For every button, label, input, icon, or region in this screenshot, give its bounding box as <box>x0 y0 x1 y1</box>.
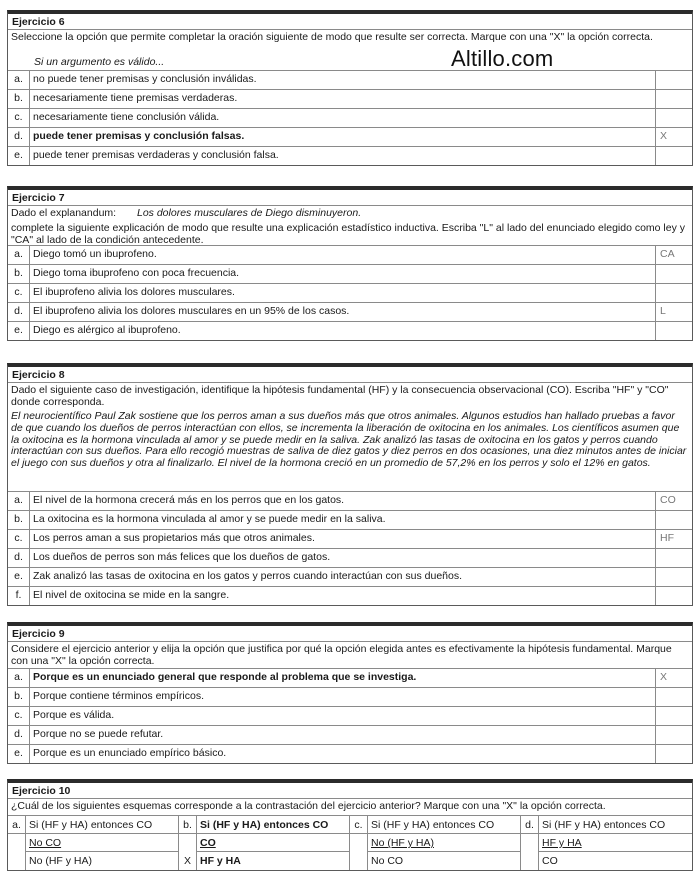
exercise-instruction: Dado el siguiente caso de investigación, identifique la hipótesis fundamental (HF) y la consecuencia observacional (CO). Escriba "HF" y "CO" donde corresponda. <box>11 384 669 408</box>
exercise-title: Ejercicio 6 <box>8 14 692 30</box>
option-letter: d. <box>8 549 30 567</box>
scheme-line: Si (HF y HA) entonces CO <box>197 816 349 834</box>
option-text: La oxitocina es la hormona vinculada al amor y se puede medir en la saliva. <box>30 511 656 529</box>
option-row <box>8 303 692 322</box>
option-letter: d. <box>8 726 30 744</box>
explanandum-text: Los dolores musculares de Diego disminuyeron. <box>137 207 362 219</box>
answer-cell[interactable] <box>350 834 367 852</box>
option-text: necesariamente tiene premisas verdaderas. <box>30 90 656 108</box>
option-text: Los perros aman a sus propietarios más que otros animales. <box>30 530 656 548</box>
scheme-option-d[interactable] <box>521 816 692 870</box>
option-row <box>8 147 692 165</box>
option-letter: a. <box>8 816 25 834</box>
option-letter: e. <box>8 568 30 586</box>
option-letter: e. <box>8 745 30 763</box>
exercise-instruction: ¿Cuál de los siguientes esquemas corresponde a la contrastación del ejercicio anterior? Marque con una "X" la opción correcta. <box>8 799 692 816</box>
scheme-line: No (HF y HA) <box>29 855 92 867</box>
option-text: Porque es válida. <box>30 707 656 725</box>
scheme-line: CO <box>197 834 349 852</box>
option-row <box>8 322 692 340</box>
answer-cell[interactable] <box>656 147 692 165</box>
option-text: Zak analizó las tasas de oxitocina en los gatos y perros cuando interactúan con sus dueños. <box>30 568 656 586</box>
option-row <box>8 284 692 303</box>
option-row <box>8 707 692 726</box>
option-text: Diego es alérgico al ibuprofeno. <box>30 322 656 340</box>
scheme-line: Si (HF y HA) entonces CO <box>539 816 692 834</box>
answer-cell[interactable]: HF <box>660 532 674 544</box>
option-letter: d. <box>8 303 30 321</box>
exercise-stem: Si un argumento es válido... <box>8 55 692 71</box>
option-text: puede tener premisas y conclusión falsas. <box>30 128 656 146</box>
scheme-line: HF y HA <box>539 834 692 852</box>
option-row <box>8 246 692 265</box>
option-letter: c. <box>8 707 30 725</box>
answer-cell[interactable] <box>656 745 692 763</box>
scheme-line: No (HF y HA) <box>368 834 520 852</box>
option-letter: c. <box>8 530 30 548</box>
option-letter: d. <box>8 128 30 146</box>
exercise-title: Ejercicio 9 <box>8 626 692 642</box>
option-letter: a. <box>8 492 30 510</box>
answer-cell[interactable] <box>656 587 692 605</box>
option-letter: a. <box>8 669 30 687</box>
scheme-line: HF y HA <box>200 855 241 867</box>
exercise-9 <box>7 622 693 764</box>
option-text: Los dueños de perros son más felices que los dueños de gatos. <box>30 549 656 567</box>
option-letter: e. <box>8 322 30 340</box>
option-row <box>8 726 692 745</box>
option-letter: a. <box>8 246 30 264</box>
option-text: Porque contiene términos empíricos. <box>30 688 656 706</box>
option-letter: b. <box>8 90 30 108</box>
option-text: no puede tener premisas y conclusión inválidas. <box>30 71 656 89</box>
option-row <box>8 90 692 109</box>
option-row <box>8 549 692 568</box>
option-text: El ibuprofeno alivia los dolores musculares en un 95% de los casos. <box>30 303 656 321</box>
option-row <box>8 688 692 707</box>
option-row <box>8 109 692 128</box>
exercise-instruction: complete la siguiente explicación de modo que resulte una explicación estadístico inductiva. Escriba "L" al lado del enunciado elegido como ley y "CA" al lado de la condición antecedente. <box>8 221 692 246</box>
option-text: Porque no se puede refutar. <box>30 726 656 744</box>
option-letter: b. <box>8 265 30 283</box>
option-letter: b. <box>8 511 30 529</box>
answer-cell[interactable] <box>656 688 692 706</box>
answer-cell[interactable] <box>8 834 25 852</box>
option-row <box>8 492 692 511</box>
answer-cell[interactable] <box>656 726 692 744</box>
answer-cell[interactable] <box>656 109 692 127</box>
option-row <box>8 745 692 763</box>
exercise-title: Ejercicio 8 <box>8 367 692 383</box>
answer-cell[interactable] <box>656 284 692 302</box>
option-row <box>8 128 692 147</box>
option-text: El nivel de oxitocina se mide en la sangre. <box>30 587 656 605</box>
case-text: El neurocientífico Paul Zak sostiene que los perros aman a sus dueños más que otros animales. Algunos estudios han hallado pruebas a favor de que cuando los dueños de perros interactúan con ellos, se incrementa la liberación de oxitocina en los animales. Los científicos asumen que la oxitocina es la hormona vinculada al amor y se puede medir en la saliva. Zak analizó las tasas de oxitocina en los gatos y perros cuando interactúan con sus dueños. Para ello recogió muestras de saliva de diez gatos y diez perros en dos ocasiones, una diez minutos antes de iniciar el juego con sus dueños y otra al finalizarlo. El nivel de la hormona creció en un promedio de 57,2% en los perros y solo el 12% en gatos. <box>8 409 692 492</box>
watermark-text: Altillo.com <box>451 46 554 71</box>
option-letter: d. <box>521 816 538 834</box>
option-letter: b. <box>8 688 30 706</box>
exercise-10 <box>7 779 693 871</box>
answer-cell[interactable]: CO <box>660 494 676 506</box>
option-row <box>8 568 692 587</box>
option-text: Porque es un enunciado general que responde al problema que se investiga. <box>30 669 656 687</box>
scheme-line: No CO <box>371 855 404 867</box>
scheme-option-c[interactable] <box>350 816 521 870</box>
option-text: puede tener premisas verdaderas y conclusión falsa. <box>30 147 656 165</box>
explanandum-line <box>8 206 692 221</box>
option-letter: c. <box>8 109 30 127</box>
exercise-7 <box>7 186 693 341</box>
answer-cell[interactable] <box>521 834 538 852</box>
scheme-option-a[interactable] <box>8 816 179 870</box>
option-row <box>8 265 692 284</box>
answer-cell[interactable] <box>656 707 692 725</box>
option-row <box>8 669 692 688</box>
scheme-line: CO <box>542 855 558 867</box>
answer-cell[interactable] <box>656 511 692 529</box>
exercise-8 <box>7 363 693 606</box>
explanandum-label: Dado el explanandum: <box>11 207 117 219</box>
option-text: Porque es un enunciado empírico básico. <box>30 745 656 763</box>
option-letter: f. <box>8 587 30 605</box>
exercise-instruction: Considere el ejercicio anterior y elija la opción que justifica por qué la opción elegida antes es efectivamente la hipótesis fundamental. Marque con una "X" la opción correcta. <box>8 642 692 669</box>
answer-cell[interactable]: CA <box>660 248 675 260</box>
option-text: necesariamente tiene conclusión válida. <box>30 109 656 127</box>
scheme-option-b[interactable] <box>179 816 350 870</box>
answer-cell[interactable] <box>656 265 692 283</box>
option-letter: c. <box>8 284 30 302</box>
answer-cell[interactable]: X <box>660 130 668 142</box>
option-text: El nivel de la hormona crecerá más en los perros que en los gatos. <box>30 492 656 510</box>
option-letter: e. <box>8 147 30 165</box>
answer-cell[interactable] <box>656 90 692 108</box>
answer-cell[interactable] <box>656 322 692 340</box>
scheme-grid <box>8 816 692 870</box>
option-row <box>8 511 692 530</box>
answer-cell[interactable]: L <box>660 305 666 317</box>
scheme-line: No CO <box>26 834 178 852</box>
option-letter: b. <box>179 816 196 834</box>
answer-cell[interactable] <box>656 71 692 89</box>
answer-cell[interactable]: X <box>183 855 191 867</box>
answer-cell[interactable] <box>656 549 692 567</box>
option-text: Diego toma ibuprofeno con poca frecuencia. <box>30 265 656 283</box>
exercise-instruction: Seleccione la opción que permite completar la oración siguiente de modo que resulte ser correcta. Marque con una "X" la opción correcta. <box>11 31 653 43</box>
option-letter: c. <box>350 816 367 834</box>
option-row <box>8 587 692 605</box>
option-row <box>8 530 692 549</box>
option-text: El ibuprofeno alivia los dolores musculares. <box>30 284 656 302</box>
exercise-6 <box>7 10 693 166</box>
answer-cell[interactable]: X <box>660 671 668 683</box>
option-letter: a. <box>8 71 30 89</box>
option-row <box>8 71 692 90</box>
scheme-line: Si (HF y HA) entonces CO <box>368 816 520 834</box>
scheme-line: Si (HF y HA) entonces CO <box>26 816 178 834</box>
option-text: Diego tomó un ibuprofeno. <box>30 246 656 264</box>
exercise-title: Ejercicio 7 <box>8 190 692 206</box>
exercise-title: Ejercicio 10 <box>8 783 692 799</box>
answer-cell[interactable] <box>656 568 692 586</box>
